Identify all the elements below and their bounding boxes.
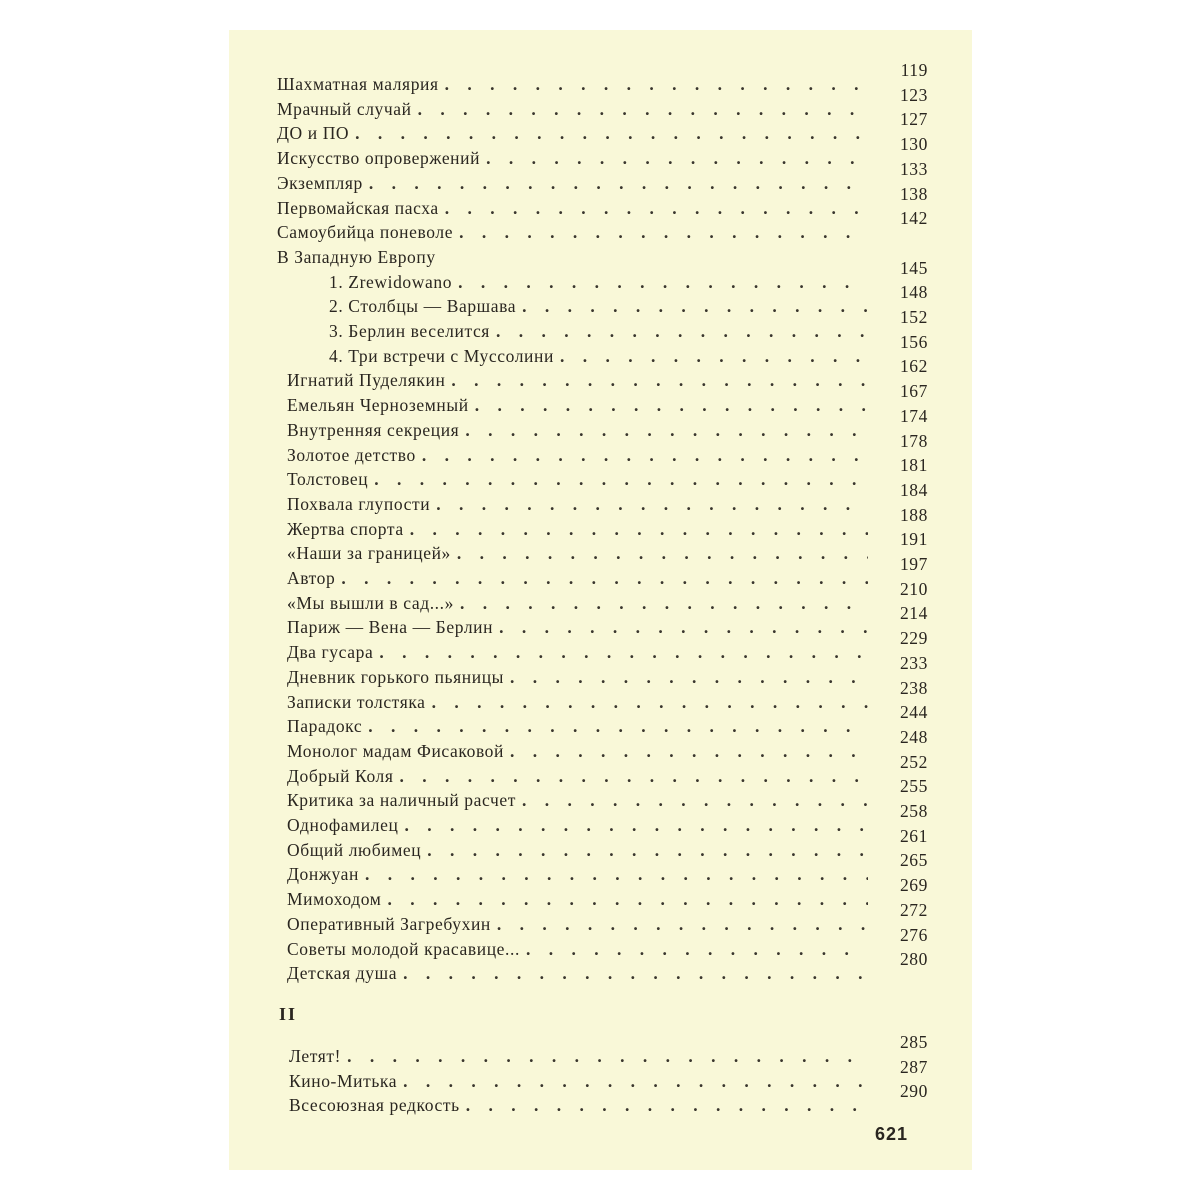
toc-entry-page: 174 xyxy=(899,405,928,426)
toc-entry-page: 265 xyxy=(899,850,928,871)
toc-entry-title: Монолог мадам Фисаковой xyxy=(287,740,504,761)
toc-entry-title: Внутренняя секреция xyxy=(287,419,460,440)
toc-entry-page: 255 xyxy=(899,776,928,797)
toc-entry-title: Оперативный Загребухин xyxy=(287,913,491,934)
toc-entry-page: 167 xyxy=(899,381,928,402)
toc-entry-page: 138 xyxy=(899,183,928,204)
toc-entry-page: 130 xyxy=(899,134,928,155)
toc-entry-page: 258 xyxy=(899,801,928,821)
toc-entry-title: Всесоюзная редкость xyxy=(289,1095,460,1116)
toc-entry-title: Париж — Вена — Берлин xyxy=(287,617,494,638)
toc-entry-page: 148 xyxy=(899,282,928,303)
toc-entry-title: Мимоходом xyxy=(287,889,382,910)
toc-entry-page: 252 xyxy=(899,751,928,772)
toc-entry-page: 123 xyxy=(899,84,928,105)
toc-entry-page: 188 xyxy=(899,504,928,525)
toc-entry-page: 244 xyxy=(899,702,928,723)
toc-entry-page: 133 xyxy=(899,158,928,179)
toc-entry xyxy=(289,1081,928,1116)
toc-entry-title: Два гусара xyxy=(287,642,374,663)
toc-entry-title: Критика за наличный расчет xyxy=(287,790,517,811)
toc-entry-page: 184 xyxy=(899,479,928,500)
toc-entry-page: 181 xyxy=(899,455,928,476)
toc-entry-page: 197 xyxy=(899,554,928,574)
toc-entry-page: 127 xyxy=(899,109,928,130)
toc-entry-page: 119 xyxy=(900,60,928,80)
toc-entry-title: Похвала глупости xyxy=(287,493,431,514)
toc-entry-page: 285 xyxy=(899,1032,928,1052)
toc-entry-page: 272 xyxy=(899,899,928,920)
toc-entry-page: 162 xyxy=(899,356,928,377)
toc-entry-page: 156 xyxy=(899,331,928,352)
dot-leader xyxy=(403,1071,868,1091)
book-page xyxy=(229,30,972,1170)
toc-entry-page: 191 xyxy=(899,529,928,550)
toc-entry-title: Советы молодой красавице... xyxy=(287,938,520,959)
toc-entry-title: Автор xyxy=(287,568,336,588)
toc-entry-page: 142 xyxy=(899,208,928,229)
toc-entry-title: 3. Берлин веселится xyxy=(329,321,490,341)
toc-entry-title: Толстовец xyxy=(287,469,369,490)
toc-entry-title: В Западную Европу xyxy=(277,246,436,267)
toc-entry-title: Летят! xyxy=(289,1046,342,1066)
toc-entry-title: «Наши за границей» xyxy=(287,543,451,564)
toc-entry-page: 280 xyxy=(899,949,928,970)
section-heading: II xyxy=(279,1004,298,1024)
toc-entry-title: Детская душа xyxy=(287,963,398,984)
toc-entry-page: 238 xyxy=(899,677,928,698)
toc-entry-title: Кино-Митька xyxy=(289,1070,398,1091)
toc-entry-title: Шахматная малярия xyxy=(277,74,439,94)
toc-entry-title: Искусство опровержений xyxy=(277,148,481,169)
toc-entry xyxy=(289,1032,928,1066)
toc-entry-page: 261 xyxy=(899,825,928,846)
toc-entry-title: Жертва спорта xyxy=(287,518,404,539)
toc-entry-title: ДО и ПО xyxy=(277,123,350,144)
toc-entry-page: 290 xyxy=(899,1081,928,1102)
toc-entry-title: Донжуан xyxy=(287,864,359,885)
toc-entry-page: 229 xyxy=(899,628,928,649)
toc-entry-title: Золотое детство xyxy=(287,444,416,465)
toc-entry-page: 248 xyxy=(899,726,928,747)
toc-entry-title: Самоубийца поневоле xyxy=(277,222,454,243)
toc-entry-title: 2. Столбцы — Варшава xyxy=(329,296,517,317)
toc-entry-page: 233 xyxy=(899,652,928,673)
toc-entry-page: 287 xyxy=(899,1056,928,1077)
toc-entry-page: 269 xyxy=(899,875,928,896)
toc-entry-title: Первомайская пасха xyxy=(277,197,439,218)
contents-list-section-2 xyxy=(229,30,972,1170)
toc-entry-page: 276 xyxy=(899,924,928,945)
toc-entry-page: 178 xyxy=(899,430,928,451)
dot-leader xyxy=(347,1046,868,1066)
toc-entry-page: 145 xyxy=(899,257,928,278)
toc-entry-title: 4. Три встречи с Муссолини xyxy=(329,345,554,366)
toc-entry-title: Общий любимец xyxy=(287,839,422,860)
toc-entry-title: Дневник горького пьяницы xyxy=(287,666,505,687)
toc-entry-page: 214 xyxy=(899,603,928,624)
toc-entry-title: 1. Zrewidowano xyxy=(329,271,453,292)
toc-entry-title: Парадокс xyxy=(287,716,363,737)
toc-entry-title: Игнатий Пуделякин xyxy=(287,370,446,391)
toc-entry-title: Емельян Черноземный xyxy=(287,395,469,416)
page-number: 621 xyxy=(875,1124,909,1144)
toc-entry-title: Записки толстяка xyxy=(287,691,426,712)
toc-entry-title: Однофамилец xyxy=(287,815,399,835)
toc-entry-title: Экземпляр xyxy=(277,172,363,193)
toc-entry-title: «Мы вышли в сад...» xyxy=(287,592,454,613)
toc-entry-title: Добрый Коля xyxy=(287,765,394,786)
toc-entry-page: 152 xyxy=(899,307,928,327)
dot-leader xyxy=(466,1095,868,1115)
toc-entry-page: 210 xyxy=(899,578,928,599)
toc-entry-title: Мрачный случай xyxy=(277,98,412,119)
